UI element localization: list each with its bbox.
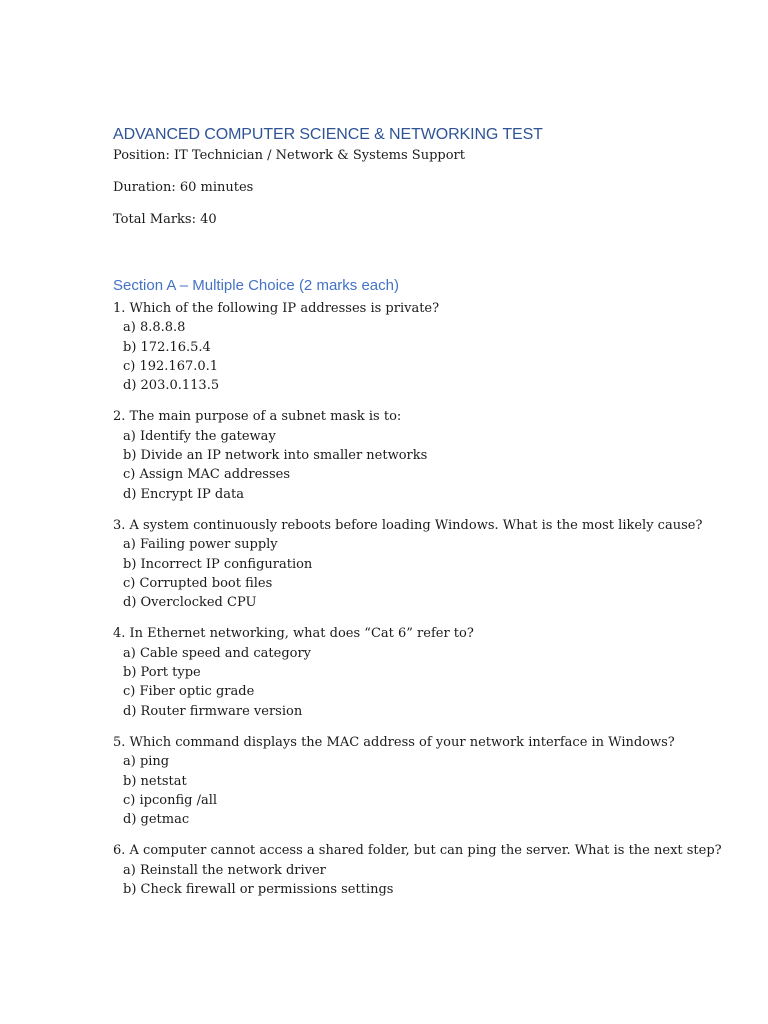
question-text: 3. A system continuously reboots before loading Windows. What is the most likely cause? — [113, 517, 703, 533]
question-4 — [113, 624, 733, 720]
document-page — [113, 125, 733, 911]
answer-option: a) 8.8.8.8 — [123, 320, 186, 336]
duration-line: Duration: 60 minutes — [113, 180, 254, 195]
answer-option: b) Port type — [123, 665, 201, 681]
total-marks-line: Total Marks: 40 — [113, 212, 217, 227]
question-text: 1. Which of the following IP addresses is private? — [113, 301, 440, 316]
answer-option: d) Overclocked CPU — [123, 595, 257, 611]
question-text: 4. In Ethernet networking, what does “Cat 6” refer to? — [113, 626, 474, 642]
question-5 — [113, 733, 733, 829]
answer-option: c) Assign MAC addresses — [123, 467, 290, 483]
answer-option: a) Identify the gateway — [123, 428, 276, 444]
answer-option: a) Cable speed and category — [123, 645, 312, 661]
question-text: 2. The main purpose of a subnet mask is to: — [113, 409, 402, 425]
question-2 — [113, 407, 733, 503]
answer-option: d) getmac — [123, 812, 190, 828]
answer-option: a) Reinstall the network driver — [123, 862, 326, 878]
answer-option: b) Check firewall or permissions settings — [123, 882, 394, 898]
answer-option: b) netstat — [123, 773, 187, 789]
answer-option: c) 192.167.0.1 — [123, 358, 219, 374]
section-a-heading: Section A – Multiple Choice (2 marks each) — [113, 277, 399, 294]
answer-option: a) Failing power supply — [123, 537, 278, 553]
answer-option: c) Fiber optic grade — [123, 684, 255, 700]
answer-option: c) Corrupted boot files — [123, 575, 273, 591]
answer-option: d) 203.0.113.5 — [123, 378, 220, 394]
document-title: ADVANCED COMPUTER SCIENCE & NETWORKING TEST — [113, 126, 543, 143]
answer-option: d) Encrypt IP data — [123, 486, 244, 502]
answer-option: b) Incorrect IP configuration — [123, 556, 313, 572]
position-line: Position: IT Technician / Network & Systems Support — [113, 148, 465, 163]
question-3 — [113, 516, 733, 612]
question-1 — [113, 299, 733, 395]
question-text: 5. Which command displays the MAC address of your network interface in Windows? — [113, 734, 675, 750]
question-text: 6. A computer cannot access a shared folder, but can ping the server. What is the next step? — [113, 843, 722, 859]
answer-option: d) Router firmware version — [123, 703, 303, 719]
answer-option: b) Divide an IP network into smaller networks — [123, 448, 428, 464]
answer-option: a) ping — [123, 754, 170, 770]
answer-option: b) 172.16.5.4 — [123, 339, 211, 355]
answer-option: c) ipconfig /all — [123, 792, 218, 808]
question-6 — [113, 841, 733, 899]
